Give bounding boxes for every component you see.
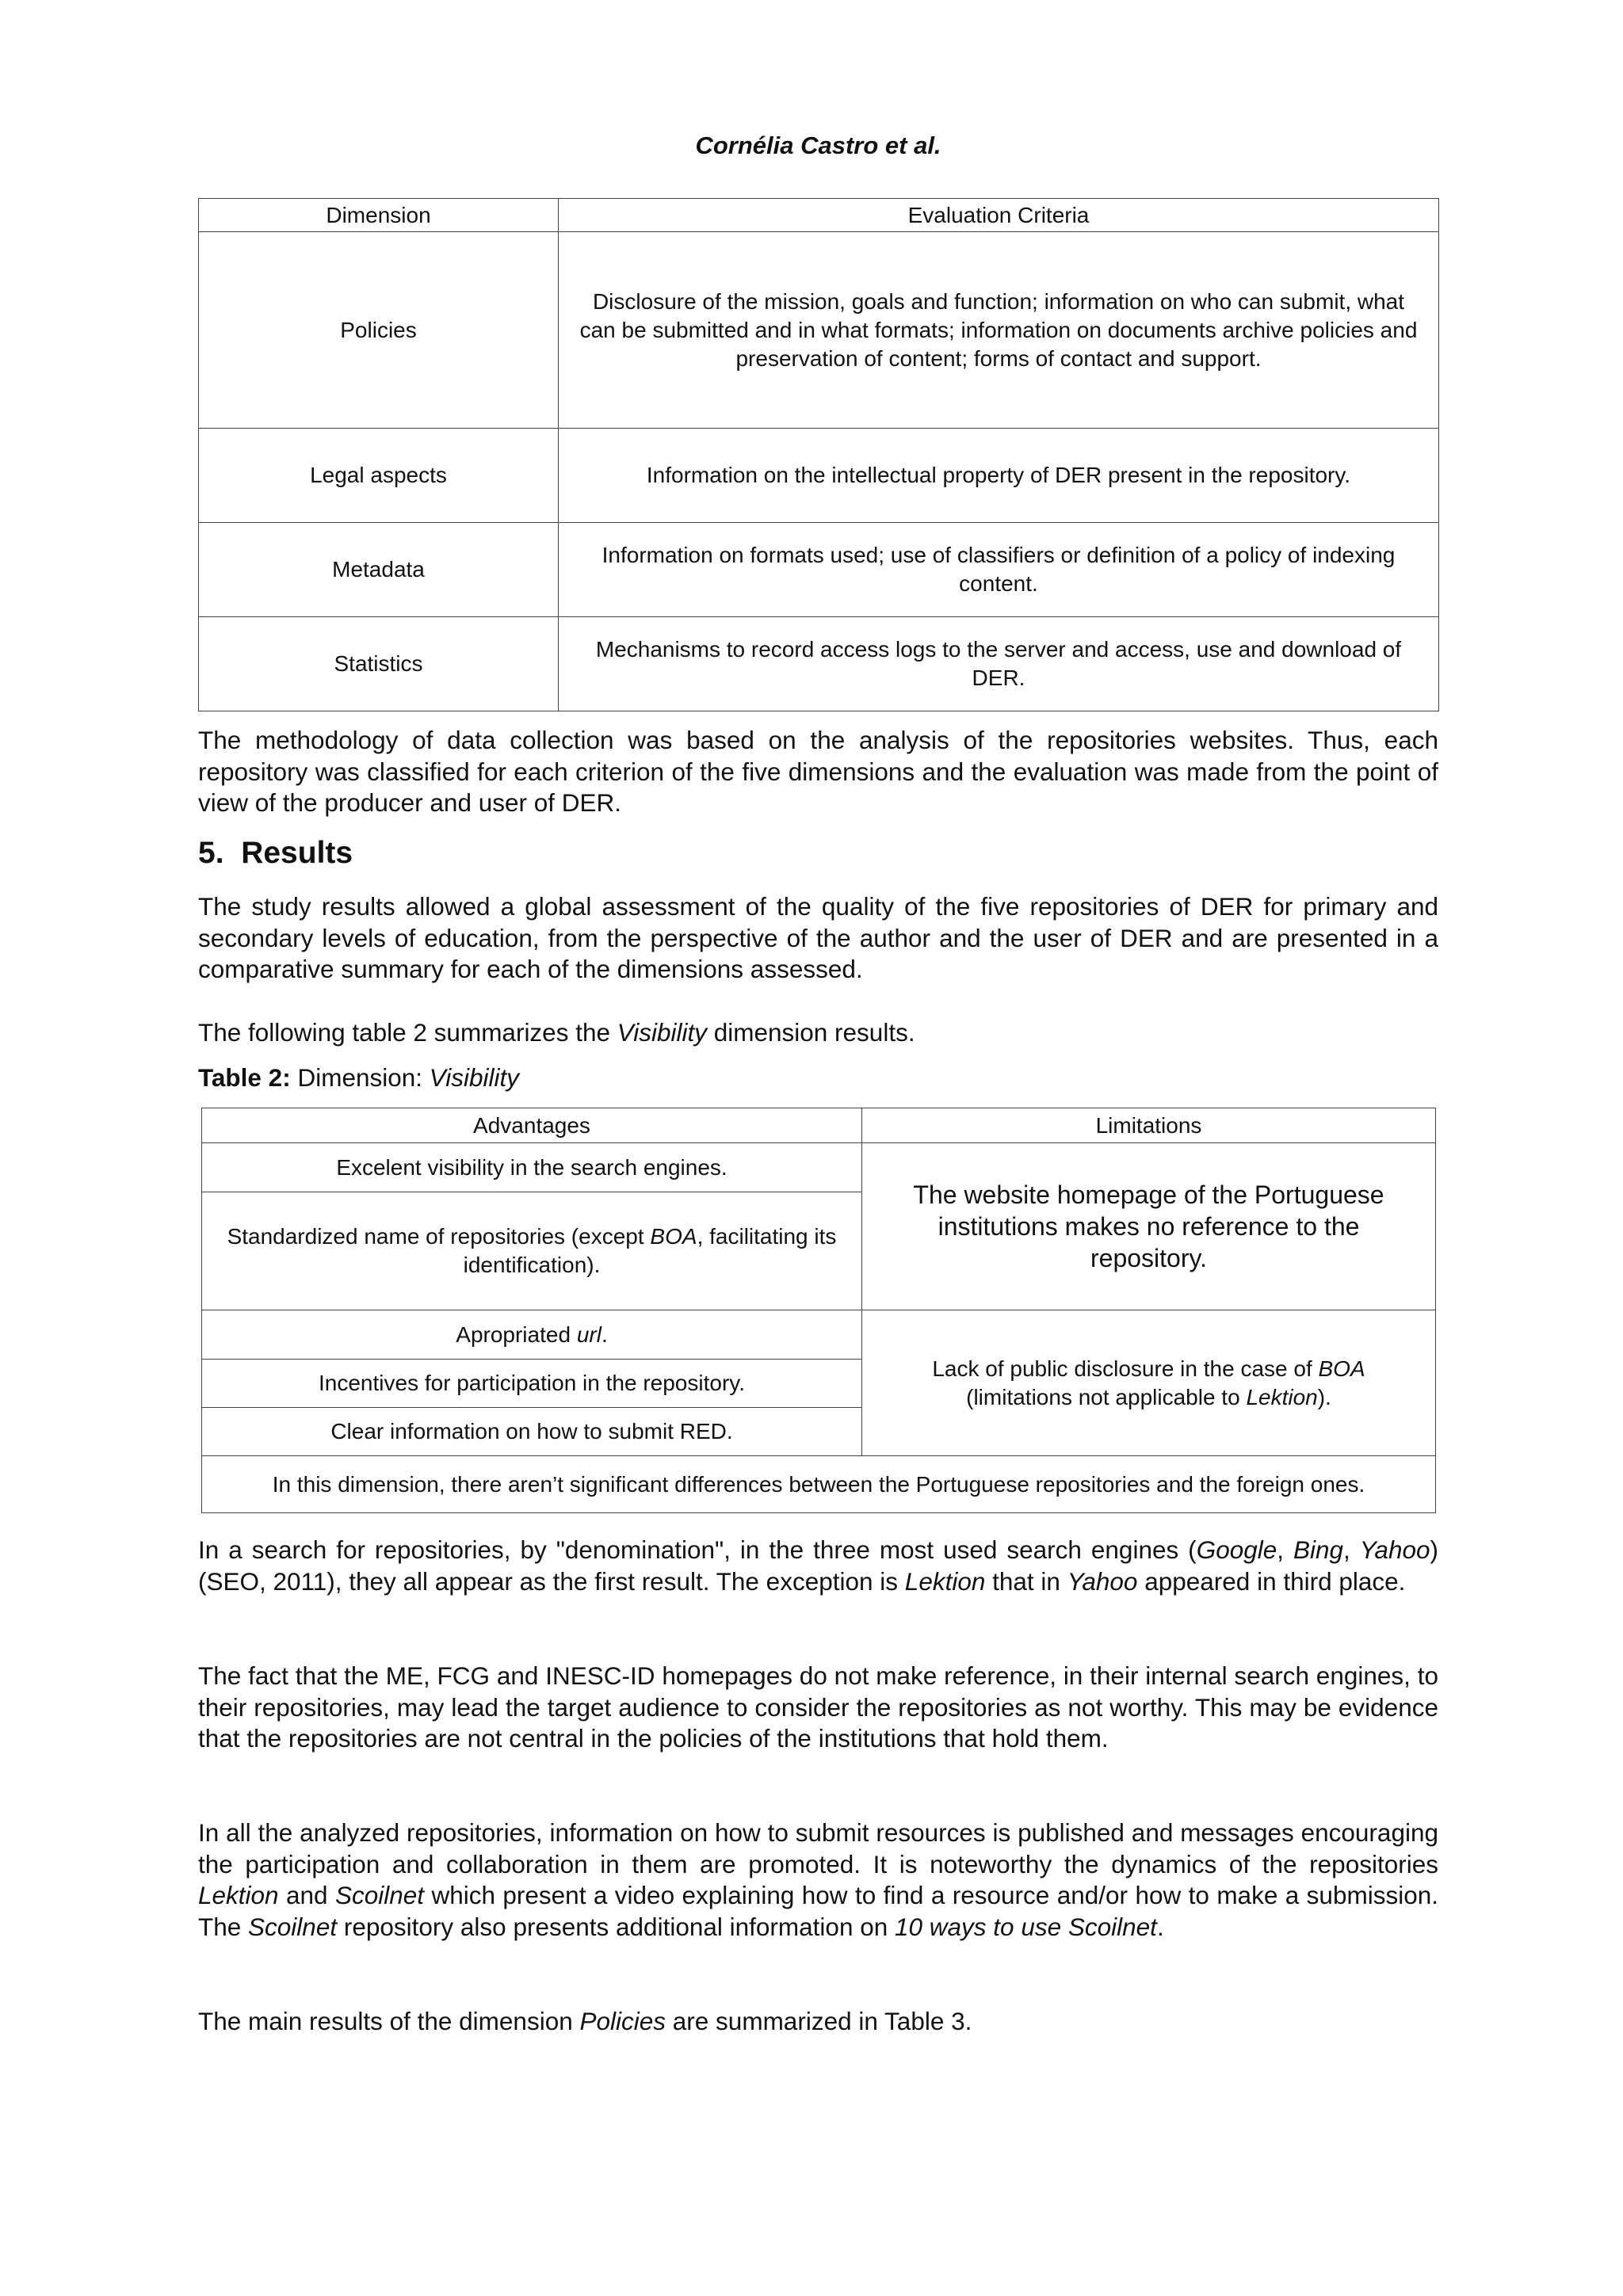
paragraph-methodology: The methodology of data collection was based on the analysis of the repositories websites. Thus, each repository was classified for each criterion of the five dimensions and the evaluation was made from the point of view of the producer and user of DER.: [198, 726, 1438, 817]
section-title: Results: [241, 836, 353, 870]
text-run: , facilitating its identification).: [463, 1224, 837, 1277]
visibility-table: [201, 1108, 1436, 1513]
caption-text: Dimension:: [290, 1063, 430, 1092]
advantage-cell: Excelent visibility in the search engines.: [202, 1143, 862, 1192]
limitation-cell: [862, 1310, 1436, 1456]
text-run-italic: BOA: [1318, 1356, 1365, 1381]
text-run-italic: Yahoo: [1067, 1566, 1138, 1596]
column-header-advantages: Advantages: [202, 1108, 862, 1143]
advantage-cell: [202, 1192, 862, 1310]
table2-caption: [198, 1063, 519, 1093]
paragraph-results: The study results allowed a global assessment of the quality of the five repositories of DER for primary and secondary levels of education, from the perspective of the author and the user of DER and are presented in a comparative summary for each of the dimensions assessed.: [198, 892, 1438, 983]
table-row: [202, 1310, 1436, 1360]
text-run: are summarized in Table 3.: [666, 2007, 972, 2035]
text-run: ,: [1277, 1535, 1293, 1564]
text-run: dimension results.: [706, 1018, 915, 1047]
column-header-evaluation-criteria: Evaluation Criteria: [559, 199, 1439, 232]
text-run: .: [601, 1322, 608, 1347]
paragraph-policies: [198, 2006, 1438, 2038]
text-run-italic: Scoilnet: [334, 1881, 425, 1909]
paragraph-search: [198, 1535, 1438, 1597]
text-run-italic: Bing: [1293, 1535, 1344, 1564]
paragraph-homepages: The fact that the ME, FCG and INESC-ID homepages do not make reference, in their internal search engines, to their repositories, may lead the target audience to consider the repositories as not worthy. This may be evidence that the repositories are not central in the policies of the institutions that hold them.: [198, 1661, 1438, 1753]
advantage-cell: Incentives for participation in the repository.: [202, 1360, 862, 1408]
text-run-italic: BOA: [650, 1224, 697, 1249]
text-run: The following table 2 summarizes the: [198, 1018, 617, 1047]
text-run: In all the analyzed repositories, information on how to submit resources is published and messages encouraging the participation and collaboration in them are promoted. It is noteworthy the dynamics of the repositories: [198, 1818, 1438, 1878]
evaluation-criteria-table: [198, 198, 1439, 711]
advantage-cell: Clear information on how to submit RED.: [202, 1408, 862, 1456]
text-run: (limitations not applicable to: [966, 1384, 1247, 1409]
paragraph-analyzed: [198, 1817, 1438, 1943]
table-row: [202, 1143, 1436, 1192]
column-header-limitations: Limitations: [862, 1108, 1436, 1143]
limitation-cell: The website homepage of the Portuguese institutions makes no reference to the repository.: [862, 1143, 1436, 1310]
caption-italic: Visibility: [429, 1063, 519, 1092]
text-run: Standardized name of repositories (except: [227, 1224, 651, 1249]
criteria-cell: Disclosure of the mission, goals and function; information on who can submit, what can be submitted and in what formats; information on documents archive policies and preservation of content; forms of contact and support.: [559, 232, 1439, 429]
table-row: [199, 617, 1439, 711]
table-header-row: [199, 199, 1439, 232]
text-run: Lack of public disclosure in the case of: [932, 1356, 1319, 1381]
text-run: ).: [1317, 1384, 1331, 1409]
advantage-cell: [202, 1310, 862, 1360]
running-head: Cornélia Castro et al.: [695, 132, 941, 159]
text-run: which present a video explaining how to find a resource and/or how to make a submission. The: [198, 1881, 1438, 1941]
dimension-cell: Metadata: [199, 523, 559, 617]
dimension-cell: Statistics: [199, 617, 559, 711]
text-run: repository also presents additional information on: [337, 1912, 895, 1941]
dimension-cell: Policies: [199, 232, 559, 429]
text-run-italic: 10 ways to use Scoilnet: [895, 1912, 1157, 1941]
text-run-italic: Policies: [579, 2007, 666, 2035]
text-run: ) (SEO, 2011), they all appear as the first result. The exception is: [198, 1535, 1438, 1596]
text-run-italic: url: [576, 1322, 601, 1347]
text-run: Apropriated: [456, 1322, 577, 1347]
section-number: 5.: [198, 836, 224, 870]
paragraph-table2-intro: [198, 1017, 1438, 1049]
criteria-cell: Information on the intellectual property of DER present in the repository.: [559, 429, 1439, 523]
dimension-cell: Legal aspects: [199, 429, 559, 523]
table-header-row: [202, 1108, 1436, 1143]
column-header-dimension: Dimension: [199, 199, 559, 232]
text-run-italic: Lektion: [904, 1566, 986, 1596]
caption-label: Table 2:: [198, 1063, 291, 1092]
text-run: In a search for repositories, by "denomination", in the three most used search engines (: [198, 1535, 1197, 1564]
criteria-cell: Mechanisms to record access logs to the server and access, use and download of DER.: [559, 617, 1439, 711]
text-run: .: [1156, 1912, 1164, 1941]
table-row: [199, 523, 1439, 617]
text-run-italic: Lektion: [1246, 1384, 1318, 1409]
table-row: [199, 232, 1439, 429]
text-run: that in: [985, 1566, 1067, 1596]
criteria-cell: Information on formats used; use of classifiers or definition of a policy of indexing content.: [559, 523, 1439, 617]
section-heading: [198, 836, 353, 871]
text-run-italic: Yahoo: [1359, 1535, 1430, 1564]
table-row: [199, 429, 1439, 523]
text-run-italic: Google: [1196, 1535, 1277, 1564]
text-run-italic: Visibility: [617, 1018, 707, 1047]
text-run-italic: Lektion: [198, 1881, 279, 1909]
text-run-italic: Scoilnet: [248, 1912, 338, 1941]
text-run: ,: [1343, 1535, 1360, 1564]
text-run: and: [278, 1881, 335, 1909]
table-footer-row: [202, 1456, 1436, 1513]
table-note-cell: In this dimension, there aren’t significant differences between the Portuguese repositories and the foreign ones.: [202, 1456, 1436, 1513]
text-run: The main results of the dimension: [198, 2007, 580, 2035]
text-run: appeared in third place.: [1137, 1566, 1406, 1596]
